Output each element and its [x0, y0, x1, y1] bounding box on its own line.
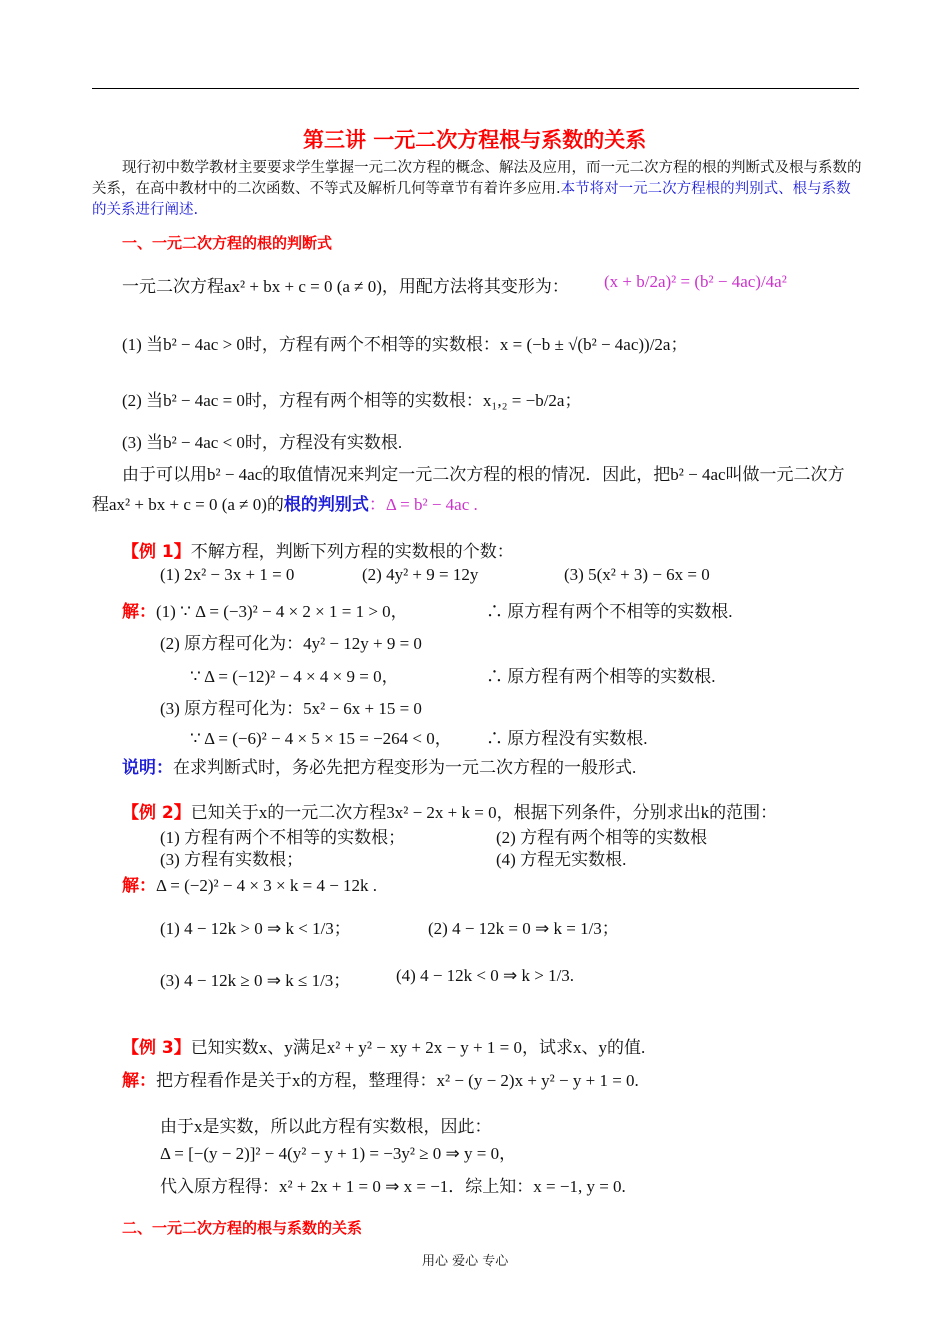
s1-formula: (x + b/2a)² = (b² − 4ac)/4a² — [604, 272, 787, 291]
s1-summary-b — [92, 490, 478, 515]
ex3-label: 【例 3】 — [122, 1038, 191, 1058]
ex2-result-1: (1) 4 − 12k > 0 ⇒ k < 1/3； — [160, 919, 351, 938]
sol-label-2: 解： — [122, 876, 156, 896]
ex2-sol-text: Δ = (−2)² − 4 × 3 × k = 4 − 12k . — [156, 876, 378, 895]
ex1-item-2: (2) 4y² + 9 = 12y — [362, 565, 479, 584]
example-3 — [122, 1033, 645, 1058]
ex1-sol-1-text: (1) ∵ Δ = (−3)² − 4 × 2 × 1 = 1 > 0， — [156, 602, 408, 621]
ex1-label: 【例 1】 — [122, 542, 191, 562]
ex3-line-1: 由于x是实数，所以此方程有实数根，因此： — [160, 1117, 492, 1136]
example-1 — [122, 537, 514, 562]
ex1-sol-1-concl: ∴ 原方程有两个不相等的实数根. — [486, 602, 733, 621]
summary-prefix: 程ax² + bx + c = 0 (a ≠ 0)的 — [92, 495, 284, 514]
discriminant-formula: ：Δ = b² − 4ac . — [368, 495, 478, 514]
s1-summary-a: 由于可以用b² − 4ac的取值情况来判定一元二次方程的根的情况．因此，把b² − 4ac叫做一元二次方 — [122, 465, 845, 484]
page-title: 第三讲 一元二次方程根与系数的关系 — [303, 128, 647, 152]
s1-line1: 一元二次方程ax² + bx + c = 0 (a ≠ 0)，用配方法将其变形为： — [122, 277, 569, 296]
ex1-sol-3-concl: ∴ 原方程没有实数根. — [486, 729, 648, 748]
ex3-text: 已知实数x、y满足x² + y² − xy + 2x − y + 1 = 0，试求x、y的值. — [190, 1038, 646, 1057]
ex2-result-3: (3) 4 − 12k ≥ 0 ⇒ k ≤ 1/3； — [160, 971, 351, 990]
ex1-sol-1 — [122, 597, 408, 622]
ex2-item-1: (1) 方程有两个不相等的实数根； — [160, 828, 406, 847]
ex1-sol-2a: (2) 原方程可化为：4y² − 12y + 9 = 0 — [160, 634, 422, 653]
ex1-text: 不解方程，判断下列方程的实数根的个数： — [190, 542, 514, 561]
sol-label: 解： — [122, 602, 156, 622]
ex3-sol-text: 把方程看作是关于x的方程，整理得：x² − (y − 2)x + y² − y + 1 = 0. — [156, 1071, 639, 1090]
ex3-line-2: Δ = [−(y − 2)]² − 4(y² − y + 1) = −3y² ≥ 0 ⇒ y = 0， — [160, 1144, 517, 1163]
ex1-item-1: (1) 2x² − 3x + 1 = 0 — [160, 565, 295, 584]
case-3: (3) 当b² − 4ac < 0时，方程没有实数根. — [122, 433, 403, 452]
ex2-text: 已知关于x的一元二次方程3x² − 2x + k = 0，根据下列条件，分别求出k的范围： — [190, 803, 778, 822]
note — [122, 753, 636, 778]
ex1-sol-3a: (3) 原方程可化为：5x² − 6x + 15 = 0 — [160, 699, 422, 718]
case-2: (2) 当b² − 4ac = 0时，方程有两个相等的实数根：x₁,₂ = −b/2a； — [122, 391, 582, 410]
ex3-sol — [122, 1066, 639, 1091]
example-2 — [122, 798, 777, 823]
note-label: 说明： — [122, 758, 173, 778]
ex1-sol-3b: ∵ Δ = (−6)² − 4 × 5 × 15 = −264 < 0， — [190, 729, 452, 748]
ex2-item-3: (3) 方程有实数根； — [160, 850, 304, 869]
ex1-item-3: (3) 5(x² + 3) − 6x = 0 — [564, 565, 710, 584]
ex2-item-2: (2) 方程有两个相等的实数根 — [496, 828, 708, 847]
ex1-sol-2b: ∵ Δ = (−12)² − 4 × 4 × 9 = 0， — [190, 667, 399, 686]
sol-label-3: 解： — [122, 1071, 156, 1091]
section-1-heading: 一、一元二次方程的根的判断式 — [122, 234, 333, 252]
case-1: (1) 当b² − 4ac > 0时，方程有两个不相等的实数根：x = (−b ± √(b² − 4ac))/2a； — [122, 335, 688, 354]
intro-paragraph — [92, 158, 862, 221]
ex2-result-4: (4) 4 − 12k < 0 ⇒ k > 1/3. — [396, 966, 575, 985]
ex1-sol-2-concl: ∴ 原方程有两个相等的实数根. — [486, 667, 716, 686]
footer-text: 用心 爱心 专心 — [422, 1254, 509, 1269]
ex2-item-4: (4) 方程无实数根. — [496, 850, 627, 869]
intro-highlight: 本节将对一元二次方程根的判别式、根与系数的关系进行阐述. — [92, 181, 851, 218]
ex3-line-3: 代入原方程得：x² + 2x + 1 = 0 ⇒ x = −1．综上知：x = −1, y = 0. — [160, 1177, 626, 1196]
note-text: 在求判断式时，务必先把方程变形为一元二次方程的一般形式. — [173, 758, 637, 777]
intro-text: 现行初中数学教材主要要求学生掌握一元二次方程的概念、解法及应用，而一元二次方程的根的判断式及根与系数的关系，在高中教材中的二次函数、不等式及解析几何等章节有着许多应用. — [92, 160, 862, 197]
ex2-result-2: (2) 4 − 12k = 0 ⇒ k = 1/3； — [428, 919, 619, 938]
ex2-label: 【例 2】 — [122, 803, 191, 823]
discriminant-term: 根的判别式 — [283, 495, 369, 515]
ex2-sol — [122, 871, 377, 896]
header-rule — [92, 88, 859, 89]
section-2-heading: 二、一元二次方程的根与系数的关系 — [122, 1219, 363, 1237]
